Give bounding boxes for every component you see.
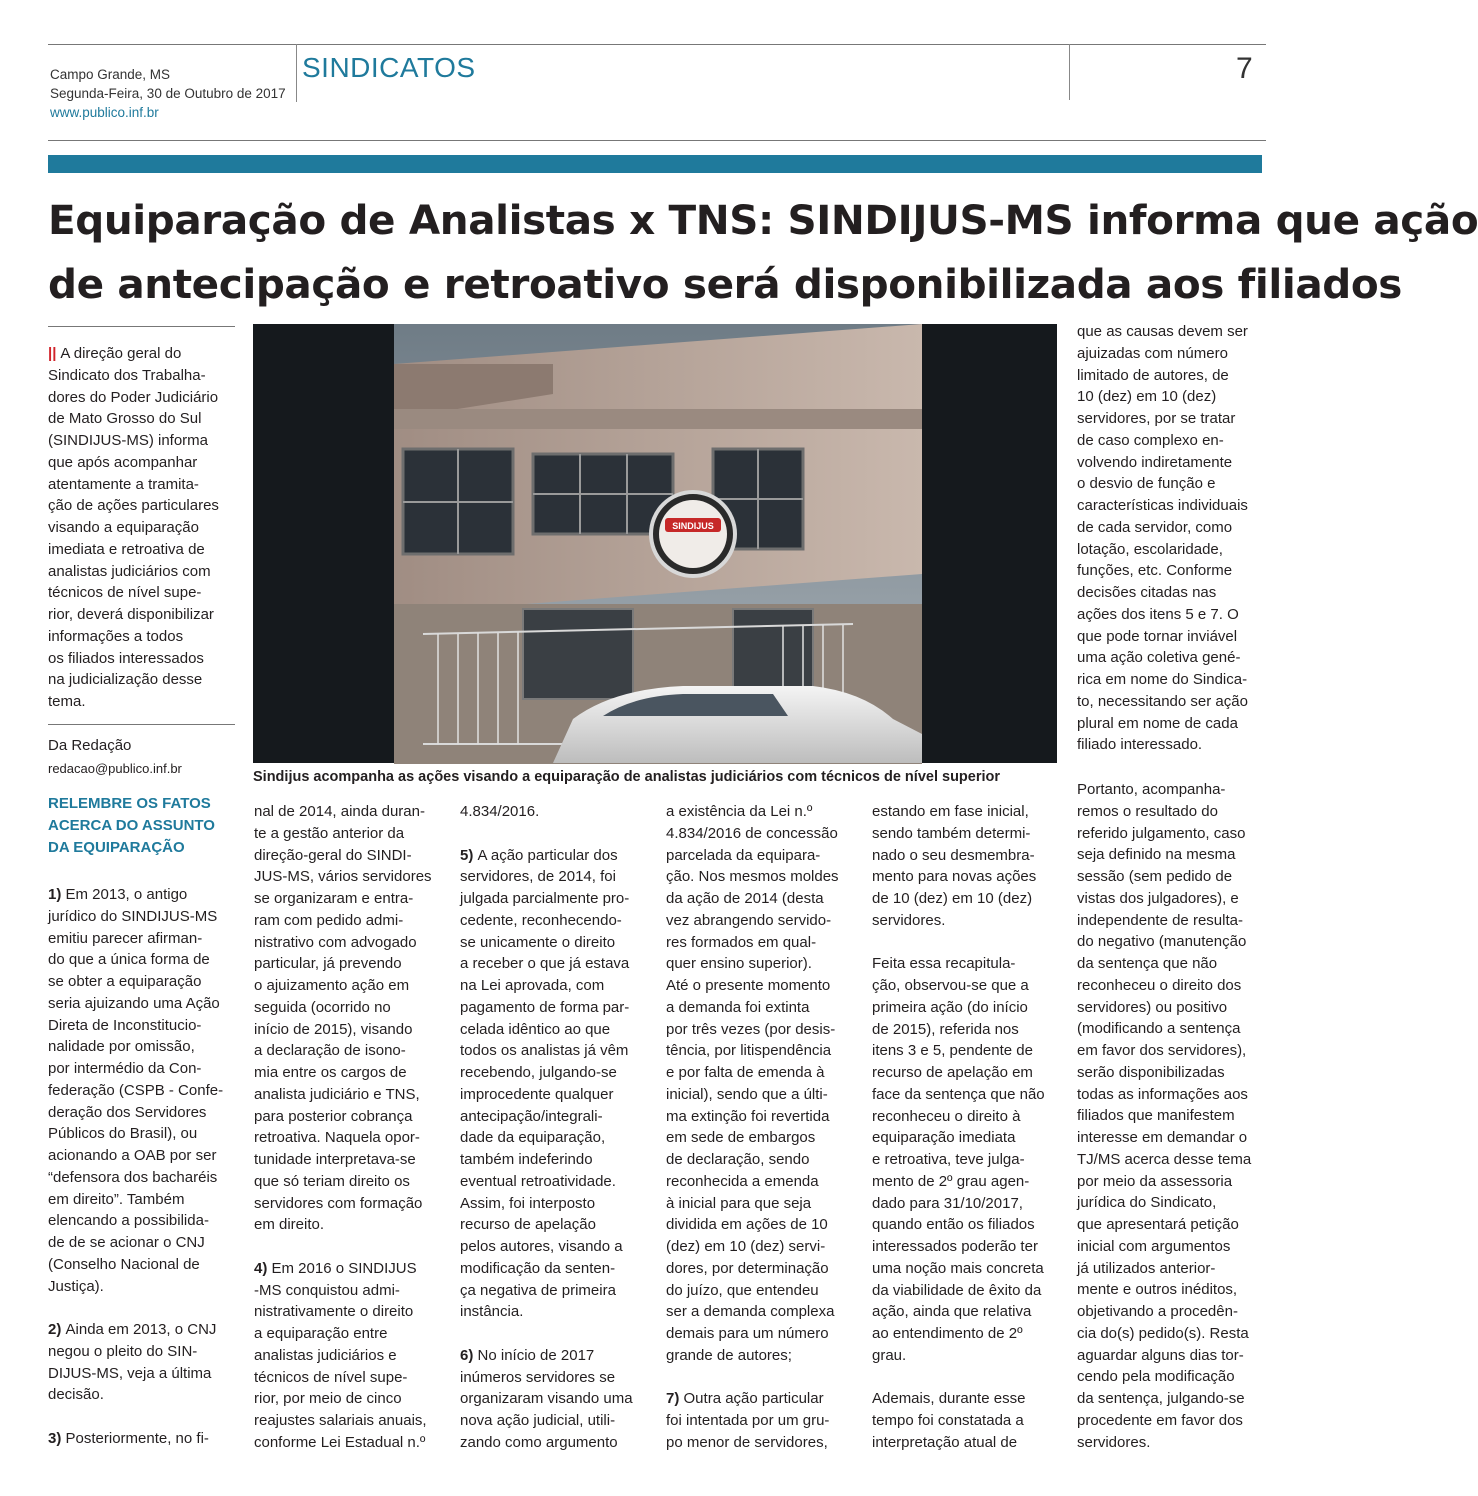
text-line: ram com pedido admi- xyxy=(254,911,404,929)
text-line: nova ação judicial, utili- xyxy=(460,1412,616,1429)
text-line: da ação de 2014 (desta xyxy=(666,890,824,907)
text-line: 7) Outra ação particular xyxy=(666,1390,824,1408)
text-line: 2) Ainda em 2013, o CNJ xyxy=(48,1321,217,1338)
text-line: do juízo, que entendeu xyxy=(666,1281,819,1299)
text-line: ção. Nos mesmos moldes xyxy=(666,868,839,886)
text-line: ser a demanda complexa xyxy=(666,1303,835,1321)
text-line: nistrativamente o direito xyxy=(254,1303,414,1321)
text-line: sessão (sem pedido de xyxy=(1077,868,1233,885)
text-line: de 2015), referida nos xyxy=(872,1020,1019,1038)
column-4 xyxy=(666,801,856,1454)
column-6-bottom xyxy=(1077,779,1267,1453)
article-photo xyxy=(253,324,1057,763)
text-line: que apresentará petição xyxy=(1077,1216,1239,1233)
paragraph xyxy=(872,801,1062,932)
text-line: servidores) ou positivo xyxy=(1077,998,1228,1016)
lead-line: || A direção geral do xyxy=(48,345,182,362)
paragraph xyxy=(48,1428,238,1450)
text-line: (modificando a sentença xyxy=(1077,1020,1241,1038)
text-line: po menor de servidores, xyxy=(666,1433,828,1451)
text-line: (Conselho Nacional de xyxy=(48,1255,200,1273)
text-line: na Lei aprovada, com xyxy=(460,977,605,994)
text-line: se organizaram e entra- xyxy=(254,890,414,907)
paragraph xyxy=(666,801,856,1367)
text-line: reconhecida a emenda xyxy=(666,1172,819,1190)
text-line: características individuais xyxy=(1077,497,1248,514)
text-line: ações dos itens 5 e 7. O xyxy=(1077,605,1239,623)
text-line: reajustes salariais anuais, xyxy=(254,1412,427,1429)
text-line: ação, ainda que relativa xyxy=(872,1303,1032,1321)
paragraph xyxy=(460,801,650,823)
column-3 xyxy=(460,801,650,1454)
text-line: organizaram visando uma xyxy=(460,1390,633,1408)
sindicate-building-illustration xyxy=(253,324,1057,763)
text-line: 1) Em 2013, o antigo xyxy=(48,886,188,903)
text-line: retroativa. Naquela opor- xyxy=(254,1129,420,1147)
text-line: 4.834/2016. xyxy=(460,803,540,820)
text-line: vez abrangendo servido- xyxy=(666,911,832,929)
column-2 xyxy=(254,801,444,1454)
text-line: equiparação imediata xyxy=(872,1129,1016,1147)
text-line: “defensora dos bacharéis xyxy=(48,1168,218,1186)
lead-line: informações a todos xyxy=(48,627,184,645)
text-line: mento para novas ações xyxy=(872,868,1037,886)
text-line: 10 (dez) em 10 (dez) xyxy=(1077,388,1217,406)
text-line: face da sentença que não xyxy=(872,1085,1045,1103)
text-line: do negativo (manutenção xyxy=(1077,933,1247,951)
item-number: 2) xyxy=(48,1321,66,1338)
header-city: Campo Grande, MS xyxy=(50,67,171,82)
text-line: recurso de apelação em xyxy=(872,1064,1033,1081)
text-line: grau. xyxy=(872,1346,907,1364)
text-line: Portanto, acompanha- xyxy=(1077,781,1226,798)
paragraph xyxy=(254,1258,444,1454)
lead-line: dores do Poder Judiciário xyxy=(48,388,219,406)
paragraph xyxy=(48,884,238,1297)
sign-text: SINDIJUS xyxy=(672,521,714,531)
lead-paragraph xyxy=(48,343,248,713)
text-line: objetivando a procedên- xyxy=(1077,1303,1238,1320)
text-line: decisão. xyxy=(48,1386,104,1404)
text-line: 4.834/2016 de concessão xyxy=(666,824,838,842)
text-line: dores, por determinação xyxy=(666,1259,829,1277)
text-line: instância. xyxy=(460,1303,524,1321)
text-line: seja definido na mesma xyxy=(1077,846,1236,864)
text-line: 3) Posteriormente, no fi- xyxy=(48,1429,209,1447)
text-line: negou o pleito do SIN- xyxy=(48,1342,198,1360)
text-line: analistas judiciários e xyxy=(254,1346,397,1364)
lead-line: na judicialização desse xyxy=(48,671,203,689)
item-number: 1) xyxy=(48,886,66,903)
photo-caption: Sindijus acompanha as ações visando a equiparação de analistas judiciários com técnicos de nível superior xyxy=(253,769,1001,785)
text-line: julgada parcialmente pro- xyxy=(460,890,630,907)
text-line: de declaração, sendo xyxy=(666,1151,810,1168)
text-line: dado para 31/10/2017, xyxy=(872,1194,1023,1212)
header-divider-left xyxy=(296,44,297,102)
text-line: quer ensino superior). xyxy=(666,955,812,973)
lead-line: visando a equiparação xyxy=(48,519,199,536)
text-line: mente e outros inéditos, xyxy=(1077,1281,1238,1299)
lead-marker: || xyxy=(48,345,57,362)
text-line: procedente em favor dos xyxy=(1077,1411,1243,1429)
text-line: reconheceu o direito à xyxy=(872,1107,1021,1125)
text-line: eventual retroatividade. xyxy=(460,1172,616,1190)
headline-line-1: Equiparação de Analistas x TNS: SINDIJUS-MS informa que ação xyxy=(48,196,1478,244)
text-line: a equiparação entre xyxy=(254,1325,388,1342)
text-line: jurídico do SINDIJUS-MS xyxy=(48,907,218,925)
text-line: também indeferindo xyxy=(460,1151,593,1168)
text-line: zando como argumento xyxy=(460,1433,618,1451)
text-line: a existência da Lei n.º xyxy=(666,803,813,820)
text-line: rior, por meio de cinco xyxy=(254,1390,402,1408)
paragraph xyxy=(460,845,650,1324)
text-line: Até o presente momento xyxy=(666,977,831,994)
section-title: SINDICATOS xyxy=(302,52,476,83)
text-line: em direito”. Também xyxy=(48,1190,185,1208)
lead-line: os filiados interessados xyxy=(48,649,204,667)
text-line: de cada servidor, como xyxy=(1077,518,1233,536)
lead-line: rior, deverá disponibilizar xyxy=(48,606,214,623)
text-line: plural em nome de cada xyxy=(1077,714,1238,732)
lead-line: ção de ações particulares xyxy=(48,497,219,515)
text-line: estando em fase inicial, xyxy=(872,803,1029,820)
lead-line: tema. xyxy=(48,693,86,710)
section-color-band xyxy=(48,155,1262,173)
text-line: inicial), sendo que a últi- xyxy=(666,1085,828,1103)
lead-line: analistas judiciários com xyxy=(48,562,211,580)
text-line: limitado de autores, de xyxy=(1077,366,1229,384)
text-line: seria ajuizando uma Ação xyxy=(48,994,220,1012)
text-line: federação (CSPB - Confe- xyxy=(48,1081,224,1099)
text-line: improcedente qualquer xyxy=(460,1085,614,1103)
item-number: 5) xyxy=(460,846,478,864)
item-number: 7) xyxy=(666,1390,684,1408)
text-line: decisões citadas nas xyxy=(1077,584,1217,601)
text-line: de caso complexo en- xyxy=(1077,431,1224,449)
text-line: em direito. xyxy=(254,1216,325,1234)
text-line: se obter a equiparação xyxy=(48,973,202,990)
text-line: to, necessitando ser ação xyxy=(1077,692,1248,710)
text-line: tempo foi constatada a xyxy=(872,1412,1024,1429)
text-line: quando então os filiados xyxy=(872,1216,1035,1234)
text-line: ça negativa de primeira xyxy=(460,1281,616,1299)
text-line: interesse em demandar o xyxy=(1077,1129,1248,1146)
text-line: a receber o que já estava xyxy=(460,955,630,973)
column-6-top xyxy=(1077,321,1267,756)
text-line: cia do(s) pedido(s). Resta xyxy=(1077,1324,1249,1342)
text-line: servidores. xyxy=(1077,1433,1151,1451)
text-line: remos o resultado do xyxy=(1077,802,1218,820)
text-line: analista judiciário e TNS, xyxy=(254,1085,420,1103)
lead-top-rule xyxy=(48,326,235,327)
header-date: Segunda-Feira, 30 de Outubro de 2017 xyxy=(50,86,286,101)
text-line: interessados poderão ter xyxy=(872,1238,1038,1255)
paragraph xyxy=(872,1388,1062,1453)
text-line: antecipação/integrali- xyxy=(460,1107,603,1125)
header-top-rule xyxy=(48,44,1266,45)
text-line: particular, já prevendo xyxy=(254,955,402,973)
text-line: em sede de embargos xyxy=(666,1129,816,1147)
text-line: ção, observou-se que a xyxy=(872,977,1029,994)
text-line: ajuizadas com número xyxy=(1077,344,1228,362)
text-line: mento de 2º grau agen- xyxy=(872,1172,1030,1190)
text-line: à inicial para que seja xyxy=(666,1194,812,1212)
text-line: primeira ação (do início xyxy=(872,998,1028,1016)
text-line: a declaração de isono- xyxy=(254,1042,406,1060)
text-line: (dez) em 10 (dez) servi- xyxy=(666,1238,826,1255)
text-line: seguida (ocorrido no xyxy=(254,998,391,1016)
page-number: 7 xyxy=(1236,52,1253,85)
lead-line: atentamente a tramita- xyxy=(48,475,199,493)
paragraph xyxy=(872,953,1062,1366)
text-line: recebendo, julgando-se xyxy=(460,1064,617,1081)
text-line: rica em nome do Sindica- xyxy=(1077,671,1248,688)
text-line: DIJUS-MS, veja a última xyxy=(48,1364,212,1382)
column-5 xyxy=(872,801,1062,1454)
text-line: acionando a OAB por ser xyxy=(48,1147,217,1164)
text-line: que as causas devem ser xyxy=(1077,323,1248,340)
item-number: 3) xyxy=(48,1429,66,1447)
text-line: referido julgamento, caso xyxy=(1077,824,1246,842)
text-line: técnicos de nível supe- xyxy=(254,1368,408,1386)
text-line: da sentença, julgando-se xyxy=(1077,1390,1245,1407)
text-line: demais para um número xyxy=(666,1325,829,1342)
text-line: TJ/MS acerca desse tema xyxy=(1077,1150,1252,1168)
text-line: servidores, de 2014, foi xyxy=(460,868,616,886)
text-line: filiados que manifestem xyxy=(1077,1107,1235,1125)
text-line: o desvio de função e xyxy=(1077,475,1216,493)
text-line: servidores com formação xyxy=(254,1194,423,1212)
lead-line: técnicos de nível supe- xyxy=(48,584,202,602)
text-line: por três vezes (por desis- xyxy=(666,1020,836,1038)
text-line: foi intentada por um gru- xyxy=(666,1412,830,1429)
text-line: e por falta de emenda à xyxy=(666,1064,825,1081)
text-line: vistas dos julgadores), e xyxy=(1077,889,1239,907)
text-line: dividida em ações de 10 xyxy=(666,1216,828,1234)
text-line: emitiu parecer afirman- xyxy=(48,929,203,947)
text-line: te a gestão anterior da xyxy=(254,824,405,842)
text-line: início de 2015), visando xyxy=(254,1020,413,1038)
text-line: o ajuizamento ação em xyxy=(254,977,410,994)
paragraph xyxy=(254,801,444,1236)
text-line: deração dos Servidores xyxy=(48,1103,207,1121)
text-line: Direta de Inconstitucio- xyxy=(48,1016,202,1034)
text-line: reconheceu o direito dos xyxy=(1077,976,1242,994)
text-line: do que a única forma de xyxy=(48,951,210,969)
lead-line: Sindicato dos Trabalha- xyxy=(48,366,206,384)
text-line: 4) Em 2016 o SINDIJUS xyxy=(254,1259,417,1277)
paragraph xyxy=(666,1388,856,1453)
text-line: serão disponibilizadas xyxy=(1077,1063,1225,1081)
text-line: cedente, reconhecendo- xyxy=(460,911,622,929)
text-line: nalidade por omissão, xyxy=(48,1038,195,1056)
text-line: mia entre os cargos de xyxy=(254,1064,407,1081)
text-line: todas as informações aos xyxy=(1077,1085,1248,1103)
text-line: da viabilidade de êxito da xyxy=(872,1281,1042,1299)
text-line: nistrativo com advogado xyxy=(254,933,417,951)
text-line: funções, etc. Conforme xyxy=(1077,562,1233,580)
text-line: independente de resulta- xyxy=(1077,911,1243,929)
header-bottom-rule xyxy=(48,140,1266,141)
text-line: da sentença que não xyxy=(1077,955,1218,972)
text-line: celada idêntico ao que xyxy=(460,1020,611,1038)
text-line: 5) A ação particular dos xyxy=(460,846,618,864)
text-line: que só teriam direito os xyxy=(254,1172,410,1190)
text-line: -MS conquistou admi- xyxy=(254,1281,400,1299)
text-line: a demanda foi extinta xyxy=(666,998,810,1016)
text-line: para posterior cobrança xyxy=(254,1107,413,1125)
text-line: ao entendimento de 2º xyxy=(872,1325,1023,1342)
text-line: uma ação coletiva gené- xyxy=(1077,649,1241,667)
text-line: Ademais, durante esse xyxy=(872,1390,1026,1408)
text-line: pelos autores, visando a xyxy=(460,1238,623,1255)
text-line: aguardar alguns dias tor- xyxy=(1077,1346,1244,1364)
text-line: pagamento de forma par- xyxy=(460,998,630,1016)
text-line: por intermédio da Con- xyxy=(48,1060,202,1077)
text-line: nal de 2014, ainda duran- xyxy=(254,803,425,820)
text-line: inicial com argumentos xyxy=(1077,1237,1231,1255)
paragraph xyxy=(48,1319,238,1406)
author-email[interactable]: redacao@publico.inf.br xyxy=(48,761,182,776)
text-line: se unicamente o direito xyxy=(460,933,616,951)
text-line: servidores, por se tratar xyxy=(1077,410,1236,427)
text-line: recurso de apelação xyxy=(460,1216,596,1234)
text-line: res formados em qual- xyxy=(666,933,817,951)
item-number: 4) xyxy=(254,1259,272,1277)
text-line: nado o seu desmembra- xyxy=(872,846,1035,864)
text-line: em favor dos servidores), xyxy=(1077,1042,1247,1059)
text-line: interpretação atual de xyxy=(872,1433,1018,1451)
item-number: 6) xyxy=(460,1346,478,1364)
headline-line-2: de antecipação e retroativo será disponibilizada aos filiados xyxy=(48,260,1403,308)
text-line: 6) No início de 2017 xyxy=(460,1346,595,1364)
text-line: Feita essa recapitula- xyxy=(872,955,1016,973)
text-line: servidores. xyxy=(872,911,946,929)
text-line: inúmeros servidores se xyxy=(460,1368,616,1386)
column-1 xyxy=(48,884,238,1450)
text-line: elencando a possibilida- xyxy=(48,1212,209,1230)
text-line: já utilizados anterior- xyxy=(1077,1259,1216,1277)
text-line: ma extinção foi revertida xyxy=(666,1107,830,1125)
text-line: Assim, foi interposto xyxy=(460,1194,596,1212)
text-line: e retroativa, teve julga- xyxy=(872,1151,1025,1168)
lead-line: que após acompanhar xyxy=(48,453,198,471)
text-line: que pode tornar inviável xyxy=(1077,627,1238,645)
text-line: volvendo indiretamente xyxy=(1077,453,1233,471)
text-line: cendo pela modificação xyxy=(1077,1368,1235,1386)
text-line: uma noção mais concreta xyxy=(872,1259,1044,1277)
text-line: de de se acionar o CNJ xyxy=(48,1234,205,1251)
paragraph xyxy=(1077,779,1267,1453)
lead-bottom-rule xyxy=(48,724,235,725)
lead-line: de Mato Grosso do Sul xyxy=(48,410,202,428)
text-line: tência, por litispendência xyxy=(666,1042,832,1060)
text-line: JUS-MS, vários servidores xyxy=(254,868,432,886)
text-line: tunidade interpretava-se xyxy=(254,1151,416,1168)
lead-line: imediata e retroativa de xyxy=(48,540,205,558)
text-line: direção-geral do SINDI- xyxy=(254,846,412,864)
text-line: conforme Lei Estadual n.º xyxy=(254,1433,426,1451)
text-line: jurídica do Sindicato, xyxy=(1077,1194,1217,1212)
lead-line: (SINDIJUS-MS) informa xyxy=(48,432,209,449)
text-line: parcelada da equipara- xyxy=(666,846,821,864)
paragraph xyxy=(460,1345,650,1454)
text-line: lotação, escolaridade, xyxy=(1077,540,1223,558)
header-url-link[interactable]: www.publico.inf.br xyxy=(50,105,159,120)
text-line: modificação da senten- xyxy=(460,1259,616,1277)
text-line: de 10 (dez) em 10 (dez) xyxy=(872,890,1033,907)
headline xyxy=(48,188,1478,316)
text-line: todos os analistas já vêm xyxy=(460,1042,629,1060)
text-line: dade da equiparação, xyxy=(460,1129,606,1147)
paragraph xyxy=(1077,321,1267,756)
text-line: sendo também determi- xyxy=(872,824,1031,842)
text-line: filiado interessado. xyxy=(1077,736,1203,754)
header-divider-right xyxy=(1069,44,1070,100)
text-line: itens 3 e 5, pendente de xyxy=(872,1042,1033,1060)
text-line: grande de autores; xyxy=(666,1346,792,1364)
sidebar-title: RELEMBRE OS FATOS ACERCA DO ASSUNTO DA EQUIPARAÇÃO xyxy=(48,795,215,856)
text-line: Públicos do Brasil), ou xyxy=(48,1125,198,1143)
byline: Da Redação xyxy=(48,737,132,754)
text-line: Justiça). xyxy=(48,1277,104,1295)
text-line: por meio da assessoria xyxy=(1077,1172,1233,1190)
